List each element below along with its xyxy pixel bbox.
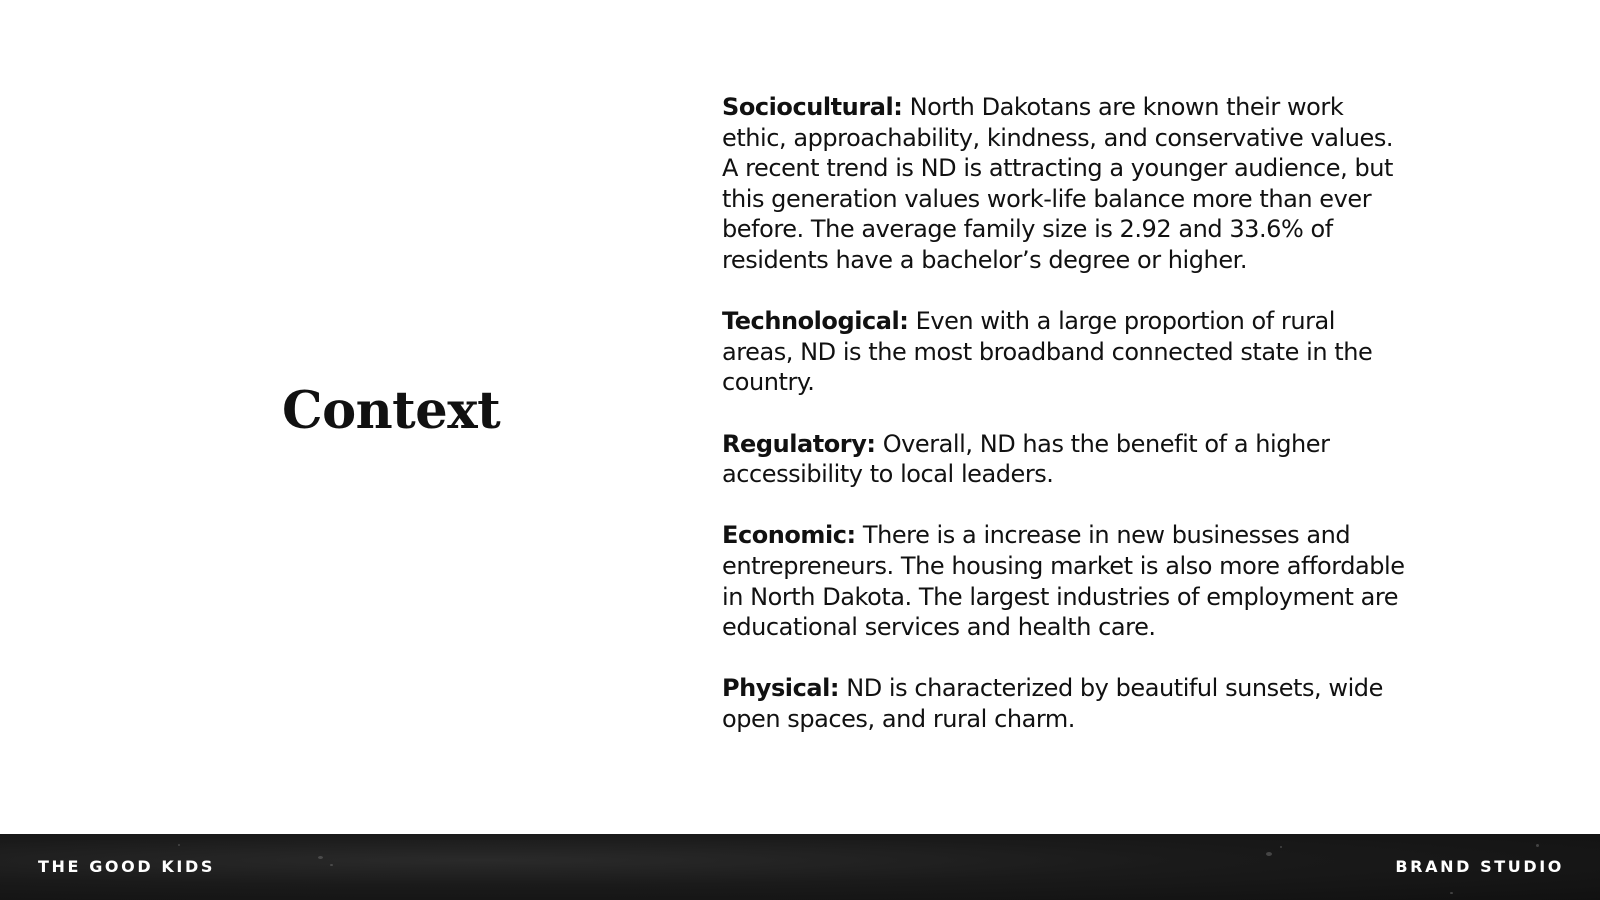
texture-speck <box>178 844 180 846</box>
texture-speck <box>318 856 323 859</box>
physical-paragraph <box>722 673 1412 734</box>
footer-studio-label: BRAND STUDIO <box>1395 857 1564 876</box>
technological-text: Even with a large proportion of rural areas, ND is the most broadband connected state in the country. <box>722 307 1373 397</box>
context-content <box>722 92 1412 734</box>
regulatory-text: Overall, ND has the benefit of a higher accessibility to local leaders. <box>722 429 1330 489</box>
physical-text: ND is characterized by beautiful sunsets, wide open spaces, and rural charm. <box>722 674 1383 733</box>
footer-bar <box>0 834 1600 900</box>
sociocultural-label: Sociocultural: <box>722 93 903 121</box>
sociocultural-paragraph <box>722 92 1412 276</box>
texture-speck <box>1280 846 1282 848</box>
footer-brand-name: THE GOOD KIDS <box>38 857 215 876</box>
sociocultural-text: North Dakotans are known their work ethic, approachability, kindness, and conservative values. A recent trend is ND is attracting a younger audience, but this generation values work-life balance more than ever before. The average family size is 2.92 and 33.6% of residents have a bachelor’s degree or higher. <box>722 93 1394 274</box>
regulatory-label: Regulatory: <box>722 429 876 458</box>
regulatory-paragraph <box>722 429 1412 490</box>
physical-label: Physical: <box>722 674 840 703</box>
economic-text: There is a increase in new businesses and entrepreneurs. The housing market is also more affordable in North Dakota. The largest industries of employment are educational services and health care. <box>722 521 1405 642</box>
texture-speck <box>1450 892 1453 894</box>
texture-speck <box>330 864 333 866</box>
technological-label: Technological: <box>722 307 909 336</box>
technological-paragraph <box>722 306 1412 398</box>
economic-label: Economic: <box>722 521 856 550</box>
slide-title: Context <box>282 381 501 441</box>
texture-speck <box>1536 844 1539 847</box>
economic-paragraph <box>722 520 1412 642</box>
texture-speck <box>1266 852 1272 856</box>
